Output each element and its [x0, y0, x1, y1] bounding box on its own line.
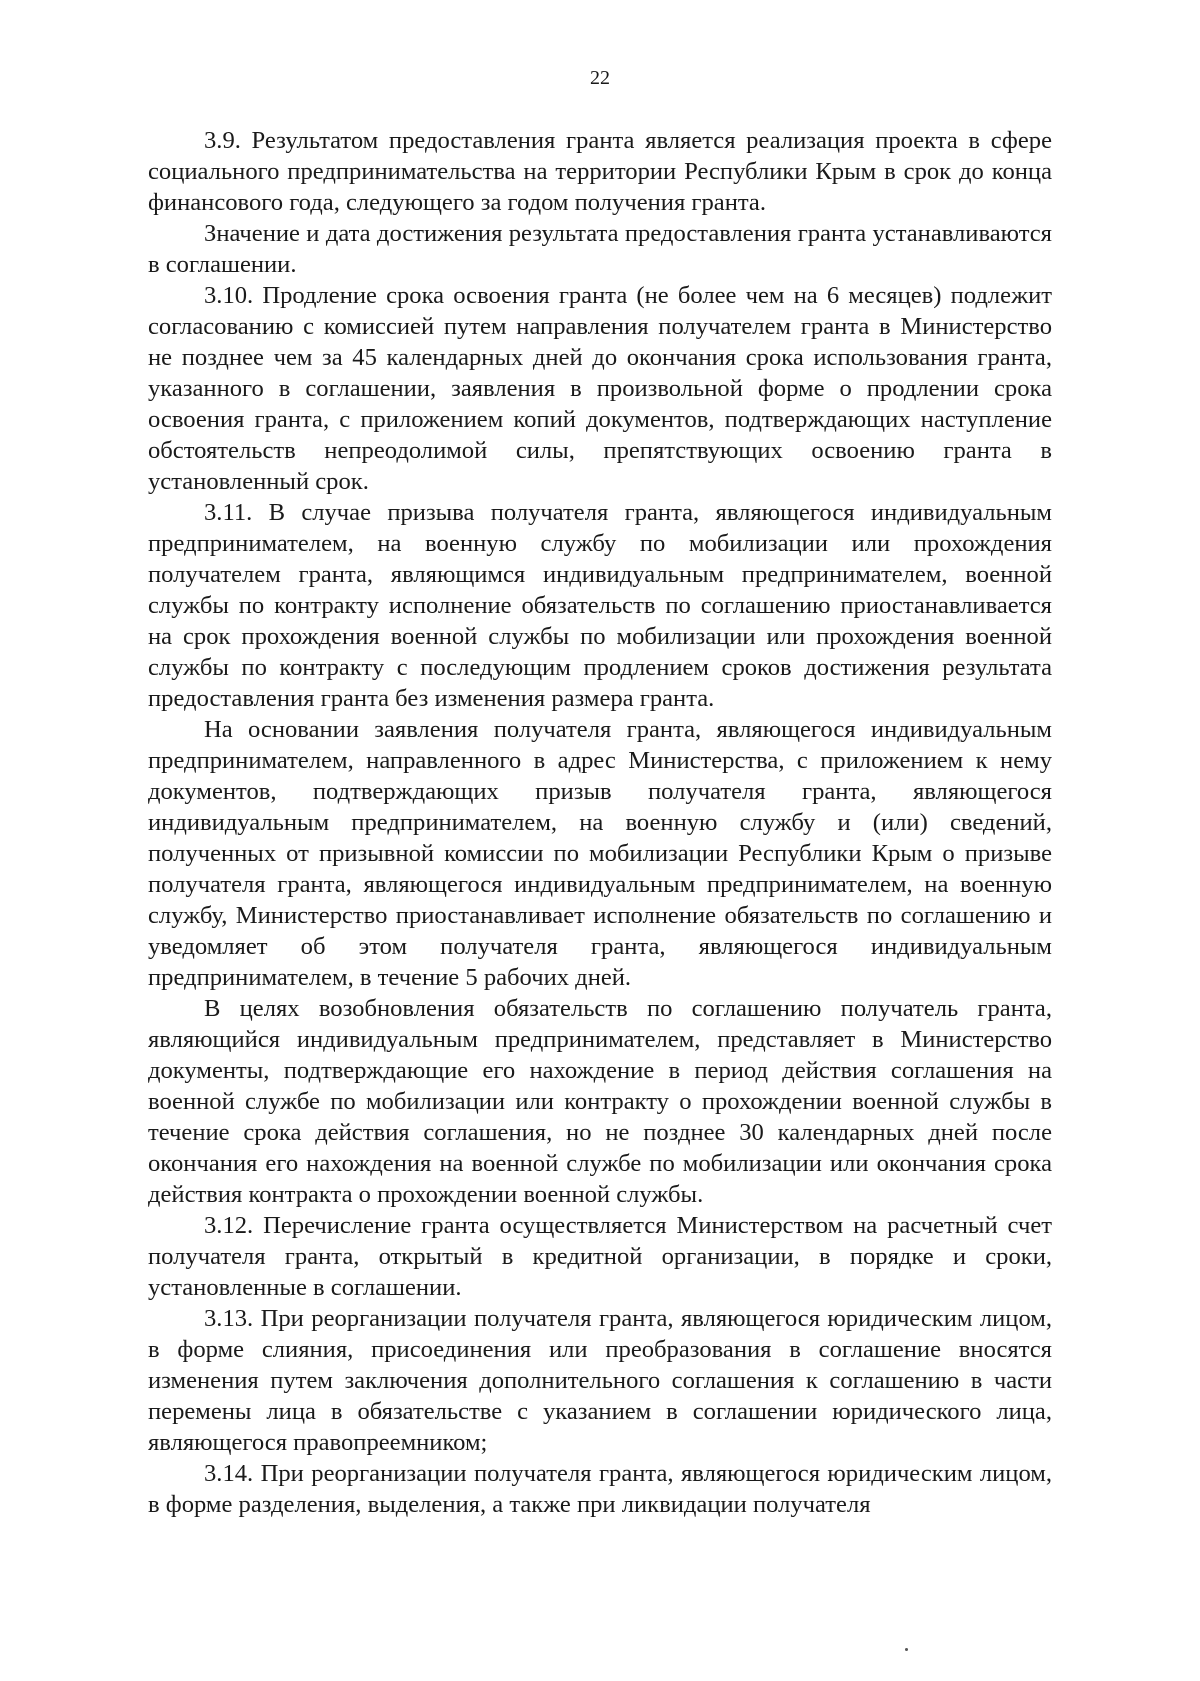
paragraph-application-basis: На основании заявления получателя гранта, являющегося индивидуальным предпринимателем, направленного в адрес Министерства, с приложением к нему документов, подтверждающих призыв получателя гранта, являющегося индивидуальным предпринимателем, на военную службу и (или) сведений, полученных от призывной комиссии по мобилизации Республики Крым о призыве получателя гранта, являющегося индивидуальным предпринимателем, на военную службу, Министерство приостанавливает исполнение обязательств по соглашению и уведомляет об этом получателя гранта, являющегося индивидуальным предпринимателем, в течение 5 рабочих дней.	[148, 716, 1052, 991]
paragraph-resumption: В целях возобновления обязательств по соглашению получатель гранта, являющийся индивидуальным предпринимателем, представляет в Министерство документы, подтверждающие его нахождение в период действия соглашения на военной службе по мобилизации или контракту о прохождении военной службы в течение срока действия соглашения, но не позднее 30 календарных дней после окончания его нахождения на военной службе по мобилизации или окончания срока действия контракта о прохождении военной службы.	[148, 995, 1052, 1208]
document-body	[148, 125, 1052, 1520]
paragraph-3-9: 3.9. Результатом предоставления гранта является реализация проекта в сфере социального предпринимательства на территории Республики Крым в срок до конца финансового года, следующего за годом получения гранта.	[148, 127, 1052, 216]
scan-speck	[905, 1648, 908, 1651]
page-number: 22	[590, 67, 610, 89]
paragraph-3-14: 3.14. При реорганизации получателя гранта, являющегося юридическим лицом, в форме разделения, выделения, а также при ликвидации получателя	[148, 1460, 1052, 1518]
paragraph-result-value-date: Значение и дата достижения результата предоставления гранта устанавливаются в соглашении.	[148, 220, 1052, 278]
paragraph-3-10: 3.10. Продление срока освоения гранта (не более чем на 6 месяцев) подлежит согласованию с комиссией путем направления получателем гранта в Министерство не позднее чем за 45 календарных дней до окончания срока использования гранта, указанного в соглашении, заявления в произвольной форме о продлении срока освоения гранта, с приложением копий документов, подтверждающих наступление обстоятельств непреодолимой силы, препятствующих освоению гранта в установленный срок.	[148, 282, 1052, 495]
paragraph-3-13: 3.13. При реорганизации получателя гранта, являющегося юридическим лицом, в форме слияния, присоединения или преобразования в соглашение вносятся изменения путем заключения дополнительного соглашения к соглашению в части перемены лица в обязательстве с указанием в соглашении юридического лица, являющегося правопреемником;	[148, 1305, 1052, 1456]
paragraph-3-12: 3.12. Перечисление гранта осуществляется Министерством на расчетный счет получателя гранта, открытый в кредитной организации, в порядке и сроки, установленные в соглашении.	[148, 1212, 1052, 1301]
paragraph-3-11: 3.11. В случае призыва получателя гранта, являющегося индивидуальным предпринимателем, на военную службу по мобилизации или прохождения получателем гранта, являющимся индивидуальным предпринимателем, военной службы по контракту исполнение обязательств по соглашению приостанавливается на срок прохождения военной службы по мобилизации или прохождения военной службы по контракту с последующим продлением сроков достижения результата предоставления гранта без изменения размера гранта.	[148, 499, 1052, 712]
